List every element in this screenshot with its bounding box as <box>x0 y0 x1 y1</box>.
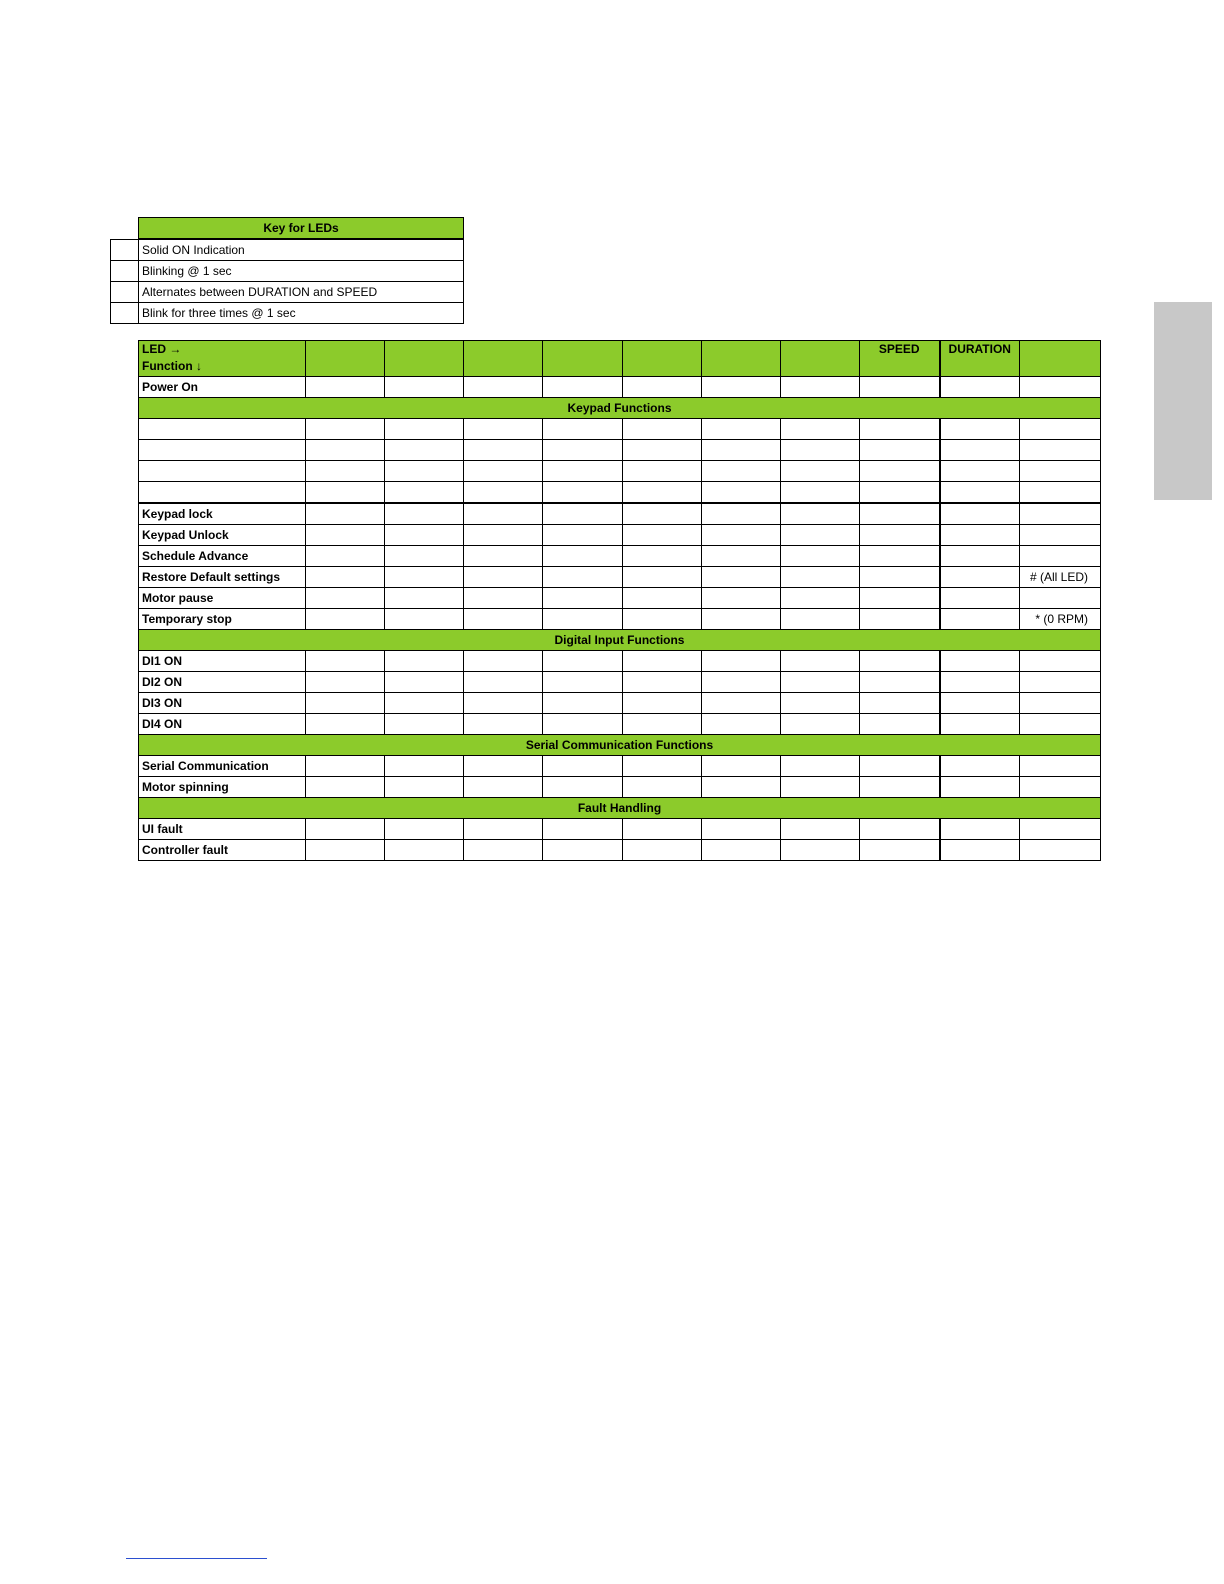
led-cell <box>1020 440 1101 461</box>
led-cell <box>781 419 860 440</box>
led-cell <box>385 482 464 504</box>
led-cell <box>860 525 940 546</box>
led-cell <box>702 693 781 714</box>
led-cell <box>702 651 781 672</box>
side-tab <box>1154 302 1212 500</box>
led-cell <box>306 567 385 588</box>
section-fault-handling: Fault Handling <box>139 798 1101 819</box>
led-cell <box>781 567 860 588</box>
footnote-rule <box>126 1558 267 1559</box>
table-row <box>139 588 1101 609</box>
section-row <box>139 630 1101 651</box>
section-digital-input-functions: Digital Input Functions <box>139 630 1101 651</box>
led-cell <box>940 525 1020 546</box>
table-row <box>139 377 1101 398</box>
led-cell <box>940 609 1020 630</box>
led-cell <box>623 588 702 609</box>
table-row <box>139 567 1101 588</box>
led-cell <box>306 525 385 546</box>
led-cell <box>464 377 543 398</box>
led-cell <box>702 440 781 461</box>
led-cell <box>306 588 385 609</box>
function-label: Function ↓ <box>142 359 202 373</box>
led-cell <box>623 693 702 714</box>
led-cell <box>1020 777 1101 798</box>
led-cell <box>702 525 781 546</box>
led-cell <box>306 546 385 567</box>
led-cell <box>543 693 623 714</box>
led-cell <box>860 819 940 840</box>
led-cell <box>306 377 385 398</box>
led-function-table <box>138 340 1101 861</box>
led-cell <box>781 503 860 525</box>
led-function-header <box>139 341 306 377</box>
led-cell <box>781 440 860 461</box>
led-cell <box>385 419 464 440</box>
led-cell <box>860 693 940 714</box>
led-cell <box>860 651 940 672</box>
function-label <box>139 419 306 440</box>
led-cell <box>860 482 940 504</box>
key-title: Key for LEDs <box>139 218 464 240</box>
led-cell <box>385 756 464 777</box>
led-cell <box>860 756 940 777</box>
led-cell <box>860 461 940 482</box>
led-cell <box>623 461 702 482</box>
led-cell <box>1020 693 1101 714</box>
led-cell <box>623 419 702 440</box>
function-label: Controller fault <box>139 840 306 861</box>
led-cell <box>1020 377 1101 398</box>
led-cell <box>940 651 1020 672</box>
led-cell <box>543 714 623 735</box>
led-cell <box>860 840 940 861</box>
led-cell <box>860 777 940 798</box>
led-cell <box>385 440 464 461</box>
led-cell <box>306 777 385 798</box>
led-cell <box>1020 819 1101 840</box>
table-row <box>139 693 1101 714</box>
led-cell <box>781 377 860 398</box>
led-cell <box>702 567 781 588</box>
led-cell <box>940 482 1020 504</box>
led-cell <box>385 567 464 588</box>
led-cell <box>940 840 1020 861</box>
led-cell <box>781 482 860 504</box>
function-label: Temporary stop <box>139 609 306 630</box>
led-column-header <box>306 341 385 377</box>
led-cell <box>940 588 1020 609</box>
led-cell <box>306 819 385 840</box>
led-cell <box>464 525 543 546</box>
led-cell <box>940 756 1020 777</box>
led-cell <box>781 609 860 630</box>
led-cell <box>464 651 543 672</box>
led-cell <box>306 609 385 630</box>
led-cell <box>306 672 385 693</box>
table-row <box>139 756 1101 777</box>
led-cell <box>543 819 623 840</box>
led-cell <box>781 756 860 777</box>
led-cell <box>1020 461 1101 482</box>
led-cell <box>702 461 781 482</box>
led-cell <box>543 840 623 861</box>
led-cell <box>306 440 385 461</box>
led-column-header <box>464 341 543 377</box>
led-column-header <box>781 341 860 377</box>
note-cell: * (0 RPM) <box>1020 609 1101 630</box>
led-cell <box>781 672 860 693</box>
led-cell <box>385 525 464 546</box>
led-cell <box>702 377 781 398</box>
led-cell <box>781 777 860 798</box>
led-cell <box>940 461 1020 482</box>
led-cell <box>940 377 1020 398</box>
led-cell <box>385 777 464 798</box>
led-cell <box>702 503 781 525</box>
led-cell <box>1020 482 1101 504</box>
function-label <box>139 440 306 461</box>
led-cell <box>860 567 940 588</box>
led-cell <box>781 546 860 567</box>
led-cell <box>385 651 464 672</box>
function-label: Motor spinning <box>139 777 306 798</box>
function-label: Motor pause <box>139 588 306 609</box>
led-cell <box>385 609 464 630</box>
led-cell <box>543 461 623 482</box>
led-cell <box>1020 419 1101 440</box>
led-cell <box>623 525 702 546</box>
led-cell <box>464 693 543 714</box>
key-label: Blinking @ 1 sec <box>139 261 464 282</box>
led-cell <box>940 567 1020 588</box>
function-label: UI fault <box>139 819 306 840</box>
led-cell <box>1020 651 1101 672</box>
led-cell <box>860 588 940 609</box>
led-cell <box>702 419 781 440</box>
table-row <box>139 819 1101 840</box>
led-cell <box>464 546 543 567</box>
led-cell <box>623 714 702 735</box>
led-cell <box>464 567 543 588</box>
led-cell <box>781 840 860 861</box>
led-cell <box>940 672 1020 693</box>
table-row <box>139 440 1101 461</box>
key-row <box>111 282 464 303</box>
led-cell <box>306 503 385 525</box>
led-cell <box>385 588 464 609</box>
function-label <box>139 461 306 482</box>
led-cell <box>781 693 860 714</box>
led-cell <box>1020 756 1101 777</box>
key-row <box>111 239 464 261</box>
led-cell <box>702 588 781 609</box>
led-cell <box>702 819 781 840</box>
led-cell <box>385 819 464 840</box>
led-cell <box>464 609 543 630</box>
function-label <box>139 482 306 504</box>
table-row <box>139 840 1101 861</box>
led-cell <box>306 840 385 861</box>
led-column-header <box>1020 341 1101 377</box>
led-cell <box>940 503 1020 525</box>
function-label: Schedule Advance <box>139 546 306 567</box>
led-cell <box>702 840 781 861</box>
section-keypad-functions: Keypad Functions <box>139 398 1101 419</box>
led-cell <box>860 714 940 735</box>
led-cell <box>543 482 623 504</box>
led-cell <box>464 440 543 461</box>
led-cell <box>306 482 385 504</box>
function-label: Serial Communication <box>139 756 306 777</box>
led-cell <box>385 546 464 567</box>
led-cell <box>623 672 702 693</box>
function-label: DI2 ON <box>139 672 306 693</box>
led-cell <box>940 777 1020 798</box>
led-column-header <box>623 341 702 377</box>
led-cell <box>860 503 940 525</box>
table-row <box>139 609 1101 630</box>
led-cell <box>623 840 702 861</box>
led-cell <box>306 756 385 777</box>
led-cell <box>1020 546 1101 567</box>
led-cell <box>464 756 543 777</box>
led-cell <box>702 777 781 798</box>
led-cell <box>702 756 781 777</box>
led-cell <box>543 419 623 440</box>
table-row <box>139 651 1101 672</box>
led-cell <box>781 714 860 735</box>
led-cell <box>306 651 385 672</box>
led-cell <box>464 819 543 840</box>
led-cell <box>623 503 702 525</box>
led-label: LED → <box>142 342 182 356</box>
led-cell <box>464 672 543 693</box>
led-cell <box>1020 714 1101 735</box>
led-cell <box>702 609 781 630</box>
led-cell <box>623 440 702 461</box>
table-row <box>139 503 1101 525</box>
led-cell <box>940 693 1020 714</box>
led-cell <box>385 503 464 525</box>
led-cell <box>464 482 543 504</box>
led-cell <box>860 377 940 398</box>
led-cell <box>860 546 940 567</box>
key-row <box>111 303 464 324</box>
led-cell <box>860 672 940 693</box>
led-cell <box>385 672 464 693</box>
led-cell <box>306 714 385 735</box>
led-cell <box>860 419 940 440</box>
led-cell <box>385 693 464 714</box>
led-cell <box>464 503 543 525</box>
led-cell <box>543 440 623 461</box>
led-cell <box>940 714 1020 735</box>
led-cell <box>623 482 702 504</box>
led-cell <box>543 672 623 693</box>
key-label: Solid ON Indication <box>139 239 464 261</box>
table-row <box>139 714 1101 735</box>
led-cell <box>543 777 623 798</box>
led-key-table <box>110 217 464 324</box>
key-label: Alternates between DURATION and SPEED <box>139 282 464 303</box>
table-row <box>139 546 1101 567</box>
note-cell: # (All LED) <box>1020 567 1101 588</box>
led-cell <box>940 546 1020 567</box>
led-cell <box>702 546 781 567</box>
led-cell <box>623 609 702 630</box>
led-cell <box>781 819 860 840</box>
led-cell <box>543 546 623 567</box>
led-cell <box>623 756 702 777</box>
led-column-header <box>702 341 781 377</box>
led-cell <box>385 461 464 482</box>
table-row <box>139 672 1101 693</box>
led-cell <box>543 588 623 609</box>
table-row <box>139 525 1101 546</box>
led-cell <box>543 756 623 777</box>
led-cell <box>702 482 781 504</box>
led-cell <box>702 714 781 735</box>
table-row <box>139 419 1101 440</box>
led-cell <box>623 546 702 567</box>
led-cell <box>1020 588 1101 609</box>
led-cell <box>464 419 543 440</box>
function-label: Keypad lock <box>139 503 306 525</box>
section-row <box>139 798 1101 819</box>
key-label: Blink for three times @ 1 sec <box>139 303 464 324</box>
key-swatch <box>111 282 139 303</box>
led-cell <box>543 377 623 398</box>
led-cell <box>464 714 543 735</box>
led-cell <box>385 714 464 735</box>
led-cell <box>385 840 464 861</box>
led-cell <box>1020 503 1101 525</box>
table-row <box>139 482 1101 504</box>
led-cell <box>1020 840 1101 861</box>
key-swatch <box>111 239 139 261</box>
led-cell <box>702 672 781 693</box>
key-row <box>111 261 464 282</box>
section-serial-communication-functions: Serial Communication Functions <box>139 735 1101 756</box>
led-cell <box>385 377 464 398</box>
led-cell <box>1020 672 1101 693</box>
led-cell <box>464 588 543 609</box>
led-cell <box>543 651 623 672</box>
table-row <box>139 461 1101 482</box>
led-cell <box>306 693 385 714</box>
duration-column-header: DURATION <box>940 341 1020 377</box>
function-label: Restore Default settings <box>139 567 306 588</box>
key-swatch <box>111 303 139 324</box>
led-cell <box>940 819 1020 840</box>
led-cell <box>543 525 623 546</box>
function-label: DI4 ON <box>139 714 306 735</box>
led-cell <box>543 567 623 588</box>
led-column-header <box>543 341 623 377</box>
speed-column-header: SPEED <box>860 341 940 377</box>
led-cell <box>464 461 543 482</box>
led-cell <box>623 651 702 672</box>
led-cell <box>623 377 702 398</box>
key-swatch <box>111 261 139 282</box>
led-column-header <box>385 341 464 377</box>
led-cell <box>464 840 543 861</box>
led-cell <box>623 819 702 840</box>
led-cell <box>623 777 702 798</box>
section-row <box>139 398 1101 419</box>
key-header-row <box>111 218 464 240</box>
led-cell <box>781 525 860 546</box>
header-row <box>139 341 1101 377</box>
led-cell <box>940 419 1020 440</box>
function-label: DI3 ON <box>139 693 306 714</box>
function-label: Keypad Unlock <box>139 525 306 546</box>
led-cell <box>306 419 385 440</box>
led-cell <box>543 609 623 630</box>
led-cell <box>860 609 940 630</box>
led-cell <box>781 461 860 482</box>
led-cell <box>940 440 1020 461</box>
function-label: DI1 ON <box>139 651 306 672</box>
section-row <box>139 735 1101 756</box>
led-cell <box>623 567 702 588</box>
led-cell <box>1020 525 1101 546</box>
function-label: Power On <box>139 377 306 398</box>
led-cell <box>464 777 543 798</box>
led-cell <box>781 651 860 672</box>
led-cell <box>781 588 860 609</box>
led-cell <box>543 503 623 525</box>
table-row <box>139 777 1101 798</box>
led-cell <box>860 440 940 461</box>
led-cell <box>306 461 385 482</box>
